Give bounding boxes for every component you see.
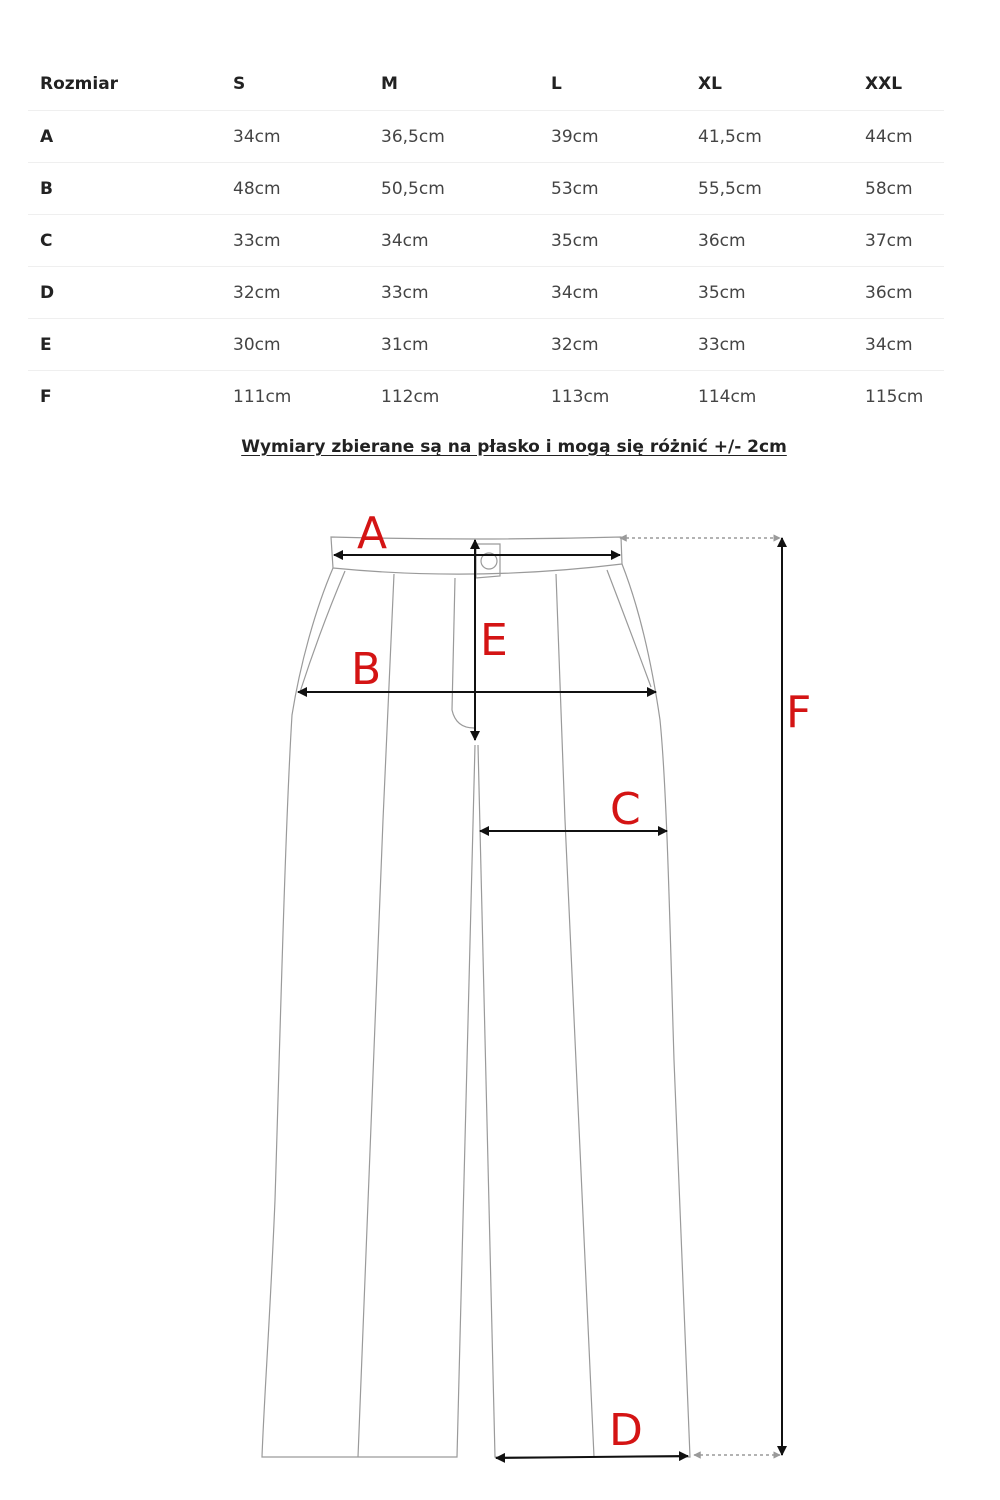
waistband-tab (476, 544, 500, 578)
dimension-e-label: E (480, 615, 508, 666)
table-cell: 41,5cm (686, 111, 853, 163)
table-cell: 58cm (853, 163, 944, 215)
table-cell: 35cm (539, 215, 686, 267)
table-cell: 31cm (369, 319, 539, 371)
right-leg-outline (478, 564, 690, 1457)
table-row (28, 111, 944, 163)
table-cell: 36,5cm (369, 111, 539, 163)
table-cell: 34cm (369, 215, 539, 267)
right-pocket (607, 570, 651, 687)
table-cell: 33cm (686, 319, 853, 371)
row-label: E (28, 319, 221, 371)
table-cell: 30cm (221, 319, 369, 371)
table-cell: 114cm (698, 386, 757, 407)
table-row (28, 319, 944, 371)
table-row (28, 215, 944, 267)
table-cell: 33cm (221, 215, 369, 267)
row-label: B (28, 163, 221, 215)
row-label: C (28, 215, 221, 267)
table-cell: 33cm (369, 267, 539, 319)
fly-stitching (452, 578, 474, 728)
table-cell: 113cm (551, 386, 610, 407)
table-cell: 50,5cm (369, 163, 539, 215)
row-label: D (28, 267, 221, 319)
table-row (28, 267, 944, 319)
table-cell: 34cm (221, 111, 369, 163)
dimension-c-label: C (610, 784, 641, 835)
table-row (28, 371, 944, 423)
header-s: S (221, 58, 369, 111)
table-cell: 37cm (853, 215, 944, 267)
dimension-d-label: D (609, 1405, 643, 1456)
dimension-f-label: F (786, 687, 812, 738)
table-cell: 34cm (539, 267, 686, 319)
table-cell: 111cm (233, 386, 292, 407)
size-table (28, 58, 944, 422)
left-crease (358, 574, 394, 1457)
table-cell: 39cm (539, 111, 686, 163)
trousers-diagram (0, 500, 1000, 1500)
dimension-d-arrow (496, 1456, 688, 1458)
header-xl: XL (686, 58, 853, 111)
table-row (28, 163, 944, 215)
measurement-note: Wymiary zbierane są na płasko i mogą się różnić +/- 2cm (241, 437, 787, 457)
table-cell: 36cm (853, 267, 944, 319)
table-cell: 36cm (686, 215, 853, 267)
header-m: M (369, 58, 539, 111)
table-cell: 34cm (853, 319, 944, 371)
header-l: L (539, 58, 686, 111)
dimension-b-label: B (351, 644, 382, 695)
table-cell: 48cm (221, 163, 369, 215)
left-leg-outline (262, 568, 475, 1457)
header-size: Rozmiar (28, 58, 221, 111)
table-cell: 55,5cm (686, 163, 853, 215)
table-header-row (28, 58, 944, 111)
left-pocket (300, 571, 345, 692)
table-cell: 32cm (539, 319, 686, 371)
table-cell: 112cm (381, 386, 440, 407)
table-cell: 32cm (221, 267, 369, 319)
table-cell: 115cm (865, 386, 924, 407)
row-label: A (28, 111, 221, 163)
dimension-a-label: A (357, 508, 388, 559)
table-cell: 35cm (686, 267, 853, 319)
row-label: F (40, 386, 52, 407)
table-cell: 53cm (539, 163, 686, 215)
right-crease (556, 574, 594, 1457)
header-xxl: XXL (853, 58, 944, 111)
table-cell: 44cm (853, 111, 944, 163)
